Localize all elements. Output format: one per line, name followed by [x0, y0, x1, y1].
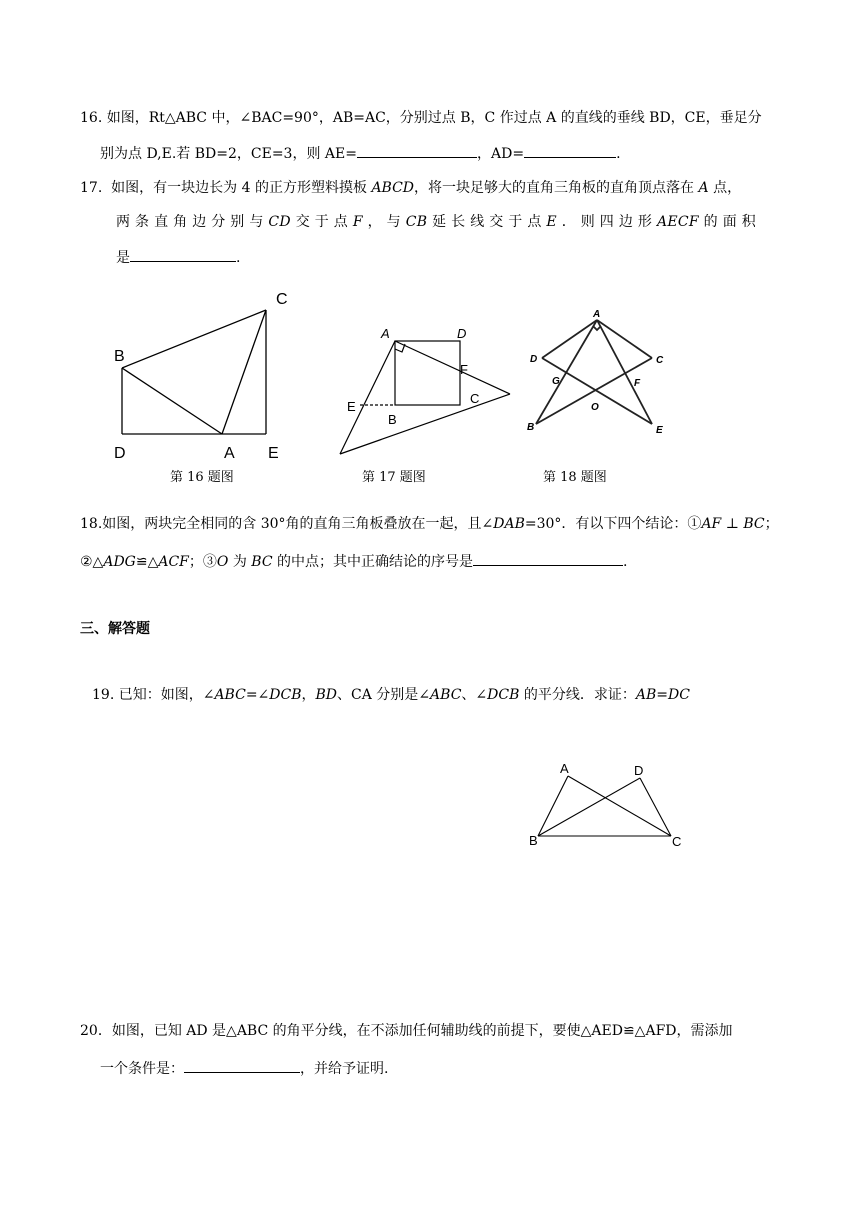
- q17-line3: [116, 246, 240, 268]
- q16-blank-ae[interactable]: [357, 142, 477, 158]
- q17-text-1c: ，将一块足够大的直角三角板的直角顶点落在: [414, 180, 699, 196]
- q18-text-2j: .: [623, 554, 628, 570]
- fig17-label-b: B: [388, 412, 397, 427]
- q17-text-2k: 的 面 积: [698, 214, 757, 230]
- fig18-label-e: E: [656, 425, 663, 436]
- q19-line: [92, 685, 690, 705]
- q17-point-e: E: [546, 214, 557, 230]
- q18-af: AF: [701, 516, 722, 532]
- q19-text-i: 的平分线．求证：: [519, 687, 636, 703]
- fig16-label-a: A: [224, 445, 235, 458]
- q18-text-2i: 的中点；其中正确结论的序号是: [272, 554, 474, 570]
- fig17-label-a: A: [381, 326, 390, 341]
- section-heading: 三、解答题: [80, 621, 150, 637]
- q18-bc: BC: [743, 516, 765, 532]
- fig18-label-g: G: [552, 376, 560, 387]
- figure-19: [524, 756, 694, 856]
- q18-o: O: [216, 554, 229, 570]
- q17-text-3a: 是: [116, 250, 130, 266]
- q17-point-a: A: [698, 180, 709, 196]
- q16-line1: [80, 108, 762, 128]
- q17-blank-area[interactable]: [130, 246, 236, 262]
- figure-17: [336, 322, 526, 458]
- q18-line1: [80, 514, 779, 534]
- fig18-label-d: D: [530, 354, 538, 365]
- q18-acf: ACF: [158, 554, 189, 570]
- fig16-label-c: C: [276, 291, 288, 308]
- q18-bc-2: BC: [251, 554, 273, 570]
- q18-text-2g: 为: [228, 554, 252, 570]
- q20-text-1: 20．如图，已知 AD 是△ABC 的角平分线，在不添加任何辅助线的前提下，要使△AED≌△AFD，需添加: [80, 1023, 733, 1039]
- fig17-label-f: F: [460, 362, 468, 377]
- q18-line2: [80, 550, 627, 572]
- q17-line2: [116, 212, 756, 232]
- q19-text-a: 19. 已知：如图，: [92, 687, 203, 703]
- q19-prove: AB=DC: [635, 687, 690, 703]
- q17-number: 17.: [80, 180, 103, 196]
- q17-text-2c: 交 于 点: [290, 214, 353, 230]
- fig18-label-o: O: [591, 402, 599, 413]
- q20-blank[interactable]: [184, 1057, 300, 1073]
- q16-blank-ad[interactable]: [524, 142, 616, 158]
- q18-text-1a: 18.如图，两块完全相同的含 30°角的直角三角板叠放在一起，且: [80, 516, 482, 532]
- q17-text-1a: 如图，有一块边长为 4 的正方形塑料摸板: [111, 180, 372, 196]
- q17-cb: CB: [405, 214, 428, 230]
- fig18-label-c: C: [656, 355, 664, 366]
- q20-text-2b: ，并给予证明.: [300, 1061, 389, 1077]
- q17-point-f: F: [352, 214, 363, 230]
- fig19-label-c: C: [672, 834, 682, 849]
- q16-text-1: 如图，Rt△ABC 中，∠BAC=90°，AB=AC，分别过点 B，C 作过点 A 的直线的垂线 BD，CE，垂足分: [106, 110, 762, 126]
- q19-given: ∠ABC=∠DCB: [202, 687, 302, 703]
- fig19-label-a: A: [560, 761, 569, 776]
- figure-18: [520, 306, 680, 436]
- q18-adg: ADG: [103, 554, 136, 570]
- q19-text-g: 、: [461, 687, 476, 703]
- q18-text-1c: =30°．有以下四个结论：①: [524, 516, 702, 532]
- fig17-label-c: C: [470, 391, 480, 406]
- q20-text-2a: 一个条件是：: [100, 1061, 184, 1077]
- q17-text-1e: 点，: [708, 180, 742, 196]
- q18-text-2a: ②△: [80, 554, 104, 570]
- fig18-label-f: F: [634, 378, 641, 389]
- fig16-label-d: D: [114, 445, 126, 458]
- q18-text-2e: ；③: [188, 554, 217, 570]
- fig16-label-b: B: [114, 348, 125, 365]
- fig18-label-b: B: [527, 422, 535, 433]
- fig19-label-d: D: [634, 763, 644, 778]
- fig17-caption: 第 17 题图: [362, 470, 426, 485]
- q18-blank[interactable]: [473, 550, 623, 566]
- q19-text-c: ，: [301, 687, 316, 703]
- q16-line2: [100, 142, 621, 164]
- q17-abcd: ABCD: [371, 180, 415, 196]
- q19-angle-abc: ∠ABC: [418, 687, 462, 703]
- q16-text-2b: ，AD=: [476, 146, 525, 162]
- figure-16: [110, 288, 300, 458]
- q19-text-e: 、CA 分别是: [337, 687, 419, 703]
- fig18-caption: 第 18 题图: [543, 470, 607, 485]
- fig17-label-d: D: [457, 326, 467, 341]
- fig17-label-e: E: [347, 399, 356, 414]
- q20-line1: [80, 1021, 733, 1041]
- q18-text-2c: ≌△: [135, 554, 159, 570]
- q18-angle-dab: ∠DAB: [481, 516, 525, 532]
- q19-bd: BD: [315, 687, 338, 703]
- fig18-label-a: A: [593, 309, 601, 320]
- q16-text-2c: .: [616, 146, 621, 162]
- q18-perp: ⊥: [721, 516, 744, 532]
- q17-text-2a: 两 条 直 角 边 分 别 与: [116, 214, 269, 230]
- q18-text-1g: ；: [764, 516, 779, 532]
- fig16-caption: 第 16 题图: [170, 470, 234, 485]
- q17-line1: [80, 178, 741, 198]
- q17-text-3b: .: [236, 250, 241, 266]
- fig16-label-e: E: [268, 445, 279, 458]
- q16-number: 16.: [80, 110, 103, 126]
- q17-cd: CD: [268, 214, 291, 230]
- q16-text-2a: 别为点 D,E.若 BD=2，CE=3，则 AE=: [100, 146, 357, 162]
- q17-aecf: AECF: [656, 214, 699, 230]
- q17-text-2e: ， 与: [362, 214, 406, 230]
- q17-text-2i: ． 则 四 边 形: [556, 214, 657, 230]
- q19-angle-dcb: ∠DCB: [475, 687, 520, 703]
- fig19-label-b: B: [529, 833, 538, 848]
- q20-line2: [100, 1057, 388, 1079]
- q17-text-2g: 延 长 线 交 于 点: [427, 214, 547, 230]
